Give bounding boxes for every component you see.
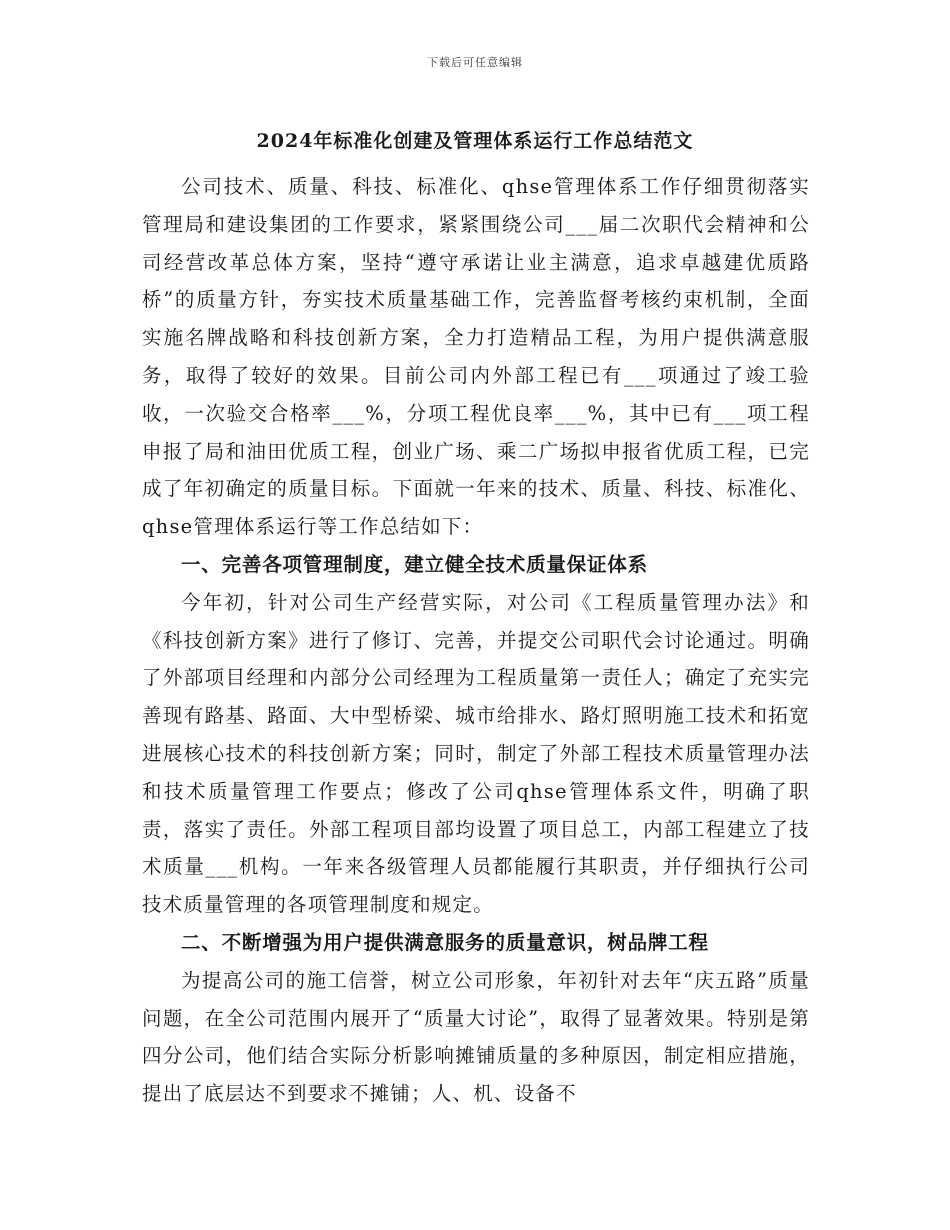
document-body — [142, 168, 810, 1113]
section-1-paragraph: 今年初，针对公司生产经营实际，对公司《工程质量管理办法》和《科技创新方案》进行了修订、完善，并提交公司职代会讨论通过。明确了外部项目经理和内部分公司经理为工程质量第一责任人；确定了充实完善现有路基、路面、大中型桥梁、城市给排水、路灯照明施工技术和拓宽进展核心技术的科技创新方案；同时，制定了外部工程技术质量管理办法和技术质量管理工作要点；修改了公司qhse管理体系文件，明确了职责，落实了责任。外部工程项目部均设置了项目总工，内部工程建立了技术质量___机构。一年来各级管理人员都能履行其职责，并仔细执行公司技术质量管理的各项管理制度和规定。 — [142, 590, 810, 917]
intro-paragraph: 公司技术、质量、科技、标准化、qhse管理体系工作仔细贯彻落实管理局和建设集团的工作要求，紧紧围绕公司___届二次职代会精神和公司经营改革总体方案，坚持“遵守承诺让业主满意，追求卓越建优质路桥”的质量方针，夯实技术质量基础工作，完善监督考核约束机制，全面实施名牌战略和科技创新方案，全力打造精品工程，为用户提供满意服务，取得了较好的效果。目前公司内外部工程已有___项通过了竣工验收，一次验交合格率___%，分项工程优良率___%，其中已有___项工程申报了局和油田优质工程，创业广场、乘二广场拟申报省优质工程，已完成了年初确定的质量目标。下面就一年来的技术、质量、科技、标准化、qhse管理体系运行等工作总结如下： — [142, 175, 810, 539]
document-title: 2024年标准化创建及管理体系运行工作总结范文 — [256, 130, 694, 152]
section-2-heading: 二、不断增强为用户提供满意服务的质量意识，树品牌工程 — [181, 930, 709, 954]
section-1-heading: 一、完善各项管理制度，建立健全技术质量保证体系 — [181, 552, 648, 576]
page-header: 下载后可任意编辑 — [427, 56, 523, 69]
section-2-paragraph: 为提高公司的施工信誉，树立公司形象，年初针对去年“庆五路”质量问题，在全公司范围内展开了“质量大讨论”，取得了显著效果。特别是第四分公司，他们结合实际分析影响摊铺质量的多种原因，制定相应措施，提出了底层达不到要求不摊铺；人、机、设备不 — [142, 968, 810, 1106]
